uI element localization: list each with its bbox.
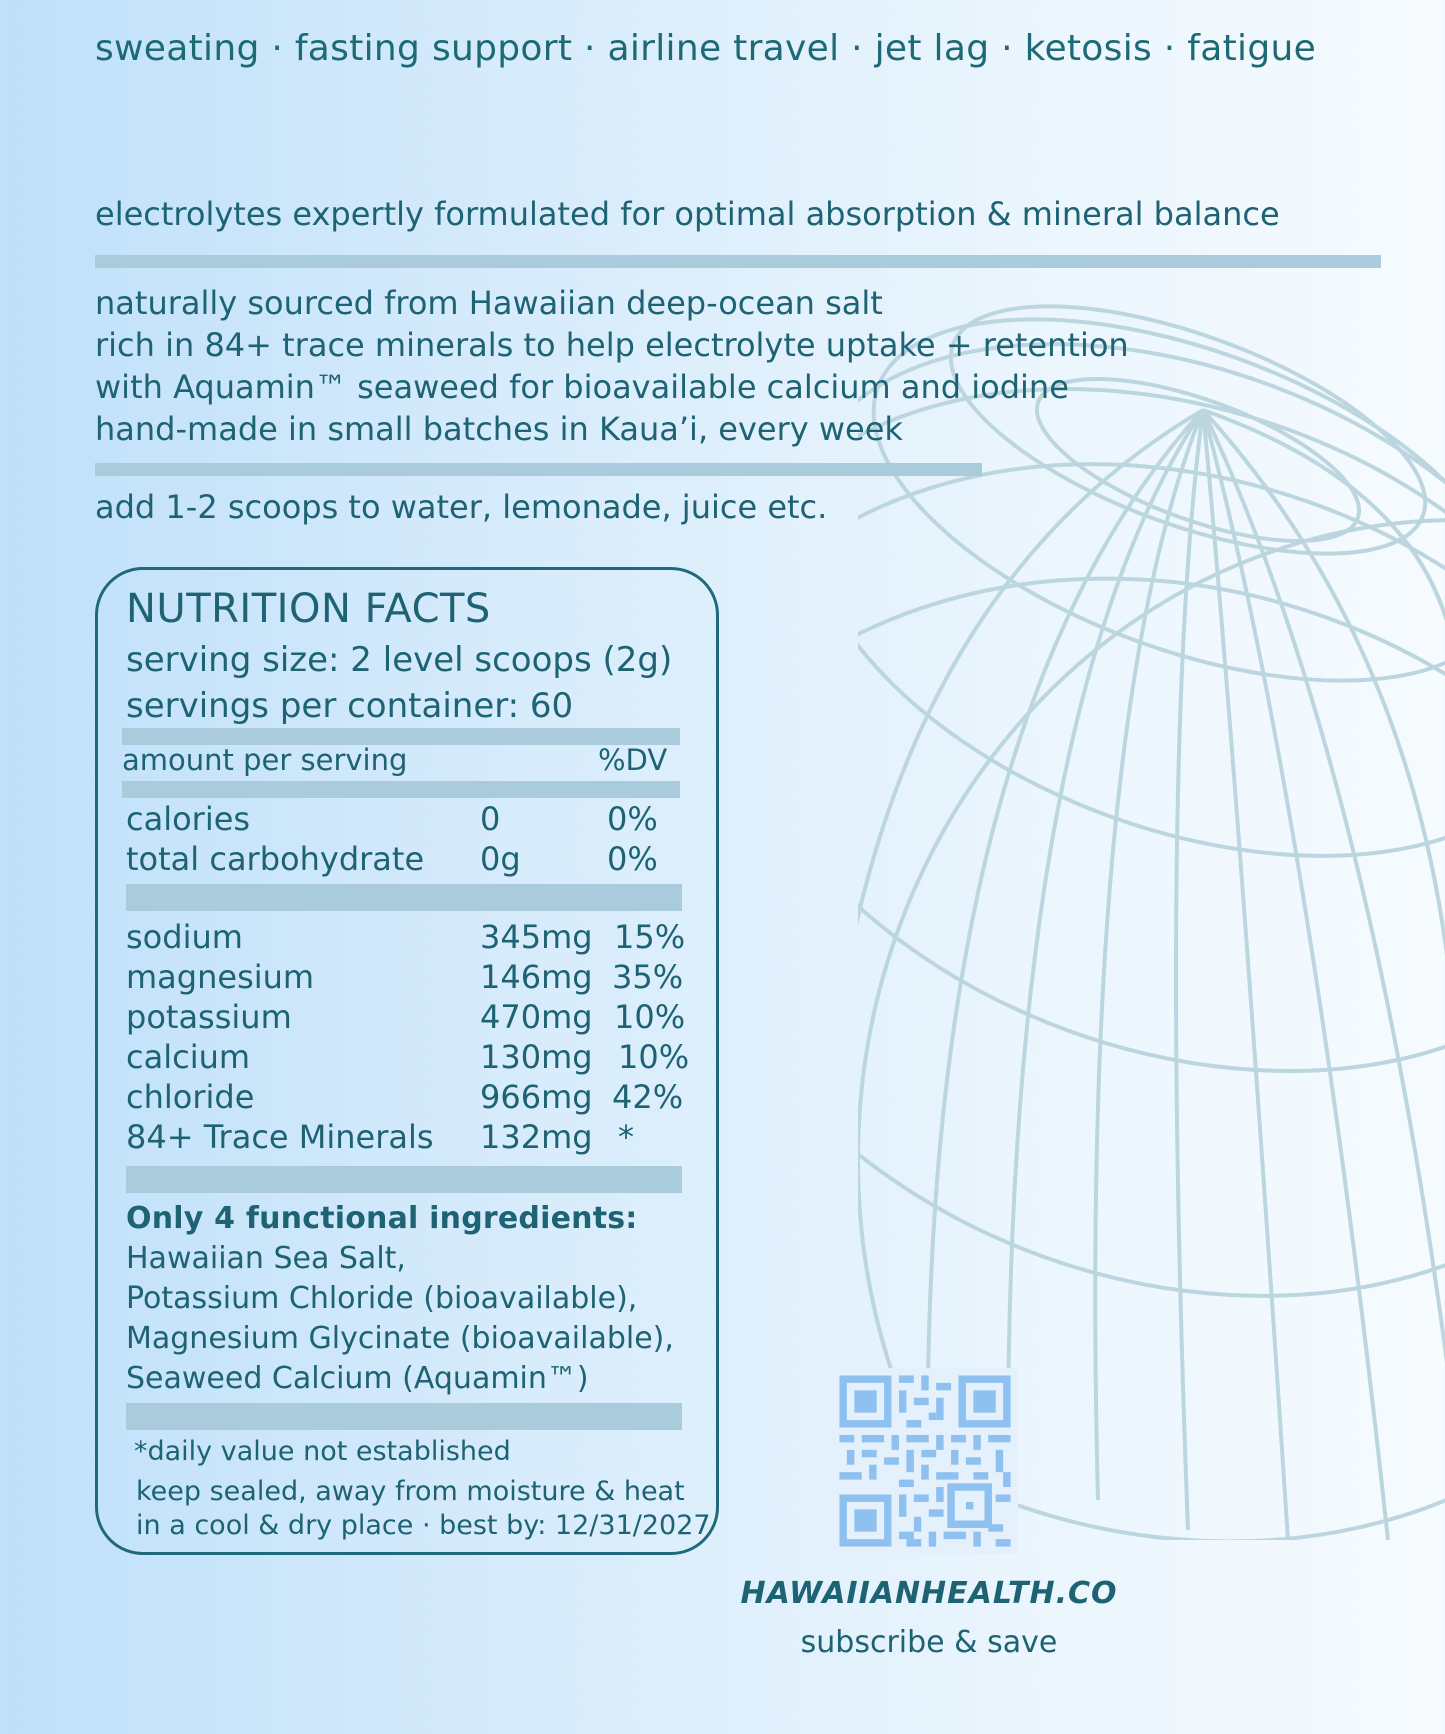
nutrient-name: chloride: [126, 1078, 255, 1116]
globe-wireframe-icon: [858, 300, 1445, 1540]
use-cases-line: sweating · fasting support · airline travel · jet lag · ketosis · fatigue: [95, 28, 1317, 69]
subscribe-text: subscribe & save: [800, 1625, 1058, 1660]
ingredient-item: Hawaiian Sea Salt,: [126, 1241, 406, 1276]
nutrient-name: potassium: [126, 998, 292, 1036]
website-link[interactable]: HAWAIIANHEALTH.CO: [740, 1576, 1118, 1611]
nutrient-amount: 0: [480, 800, 501, 838]
ingredient-item: Magnesium Glycinate (bioavailable),: [126, 1321, 674, 1356]
tagline: electrolytes expertly formulated for optimal absorption & mineral balance: [95, 195, 1280, 233]
nutrient-name: calcium: [126, 1038, 251, 1076]
footnote: *daily value not established: [134, 1436, 511, 1467]
feature-item: hand-made in small batches in Kaua’i, every week: [95, 410, 903, 448]
nutrient-name: 84+ Trace Minerals: [126, 1118, 434, 1156]
storage-line-1: keep sealed, away from moisture & heat: [136, 1476, 685, 1507]
nutrient-dv: 10%: [618, 1038, 690, 1076]
nutrient-amount: 130mg: [480, 1038, 593, 1076]
nutrient-name: sodium: [126, 918, 243, 956]
nutrient-dv: 35%: [612, 958, 684, 996]
nutrient-dv: 15%: [614, 918, 686, 956]
nutrient-amount: 132mg: [480, 1118, 593, 1156]
directions: add 1-2 scoops to water, lemonade, juice etc.: [95, 488, 828, 526]
nutrient-amount: 966mg: [480, 1078, 593, 1116]
ingredients-title: Only 4 functional ingredients:: [126, 1201, 638, 1236]
ingredients-list: [126, 1239, 674, 1399]
nutrient-dv: 42%: [612, 1078, 684, 1116]
feature-item: rich in 84+ trace minerals to help electrolyte uptake + retention: [95, 326, 1129, 364]
divider: [122, 781, 680, 798]
header-amount: amount per serving: [122, 743, 408, 777]
nutrient-name: total carbohydrate: [126, 840, 425, 878]
nutrient-amount: 345mg: [480, 918, 593, 956]
divider: [95, 255, 1381, 268]
nutrient-dv: 10%: [614, 998, 686, 1036]
qr-code-icon[interactable]: [832, 1368, 1018, 1554]
divider: [126, 884, 682, 911]
servings-per-container: servings per container: 60: [126, 686, 574, 726]
divider: [126, 1403, 682, 1430]
serving-size: serving size: 2 level scoops (2g): [126, 640, 673, 680]
ingredient-item: Seaweed Calcium (Aquamin™): [126, 1361, 589, 1396]
nutrient-dv: 0%: [607, 800, 658, 838]
nutrient-name: magnesium: [126, 958, 315, 996]
nutrient-amount: 146mg: [480, 958, 593, 996]
nutrient-dv: 0%: [607, 840, 658, 878]
storage-line-2: in a cool & dry place · best by: 12/31/2027: [136, 1510, 711, 1541]
feature-item: naturally sourced from Hawaiian deep-ocean salt: [95, 284, 883, 322]
nutrient-amount: 0g: [480, 840, 521, 878]
nutrient-dv: *: [618, 1118, 634, 1156]
nutrition-title: NUTRITION FACTS: [126, 586, 491, 632]
nutrient-amount: 470mg: [480, 998, 593, 1036]
ingredient-item: Potassium Chloride (bioavailable),: [126, 1281, 638, 1316]
header-dv: %DV: [598, 743, 668, 777]
divider: [95, 463, 982, 476]
divider: [126, 1166, 682, 1193]
features-list: [95, 282, 1129, 450]
feature-item: with Aquamin™ seaweed for bioavailable calcium and iodine: [95, 368, 1069, 406]
nutrient-name: calories: [126, 800, 251, 838]
